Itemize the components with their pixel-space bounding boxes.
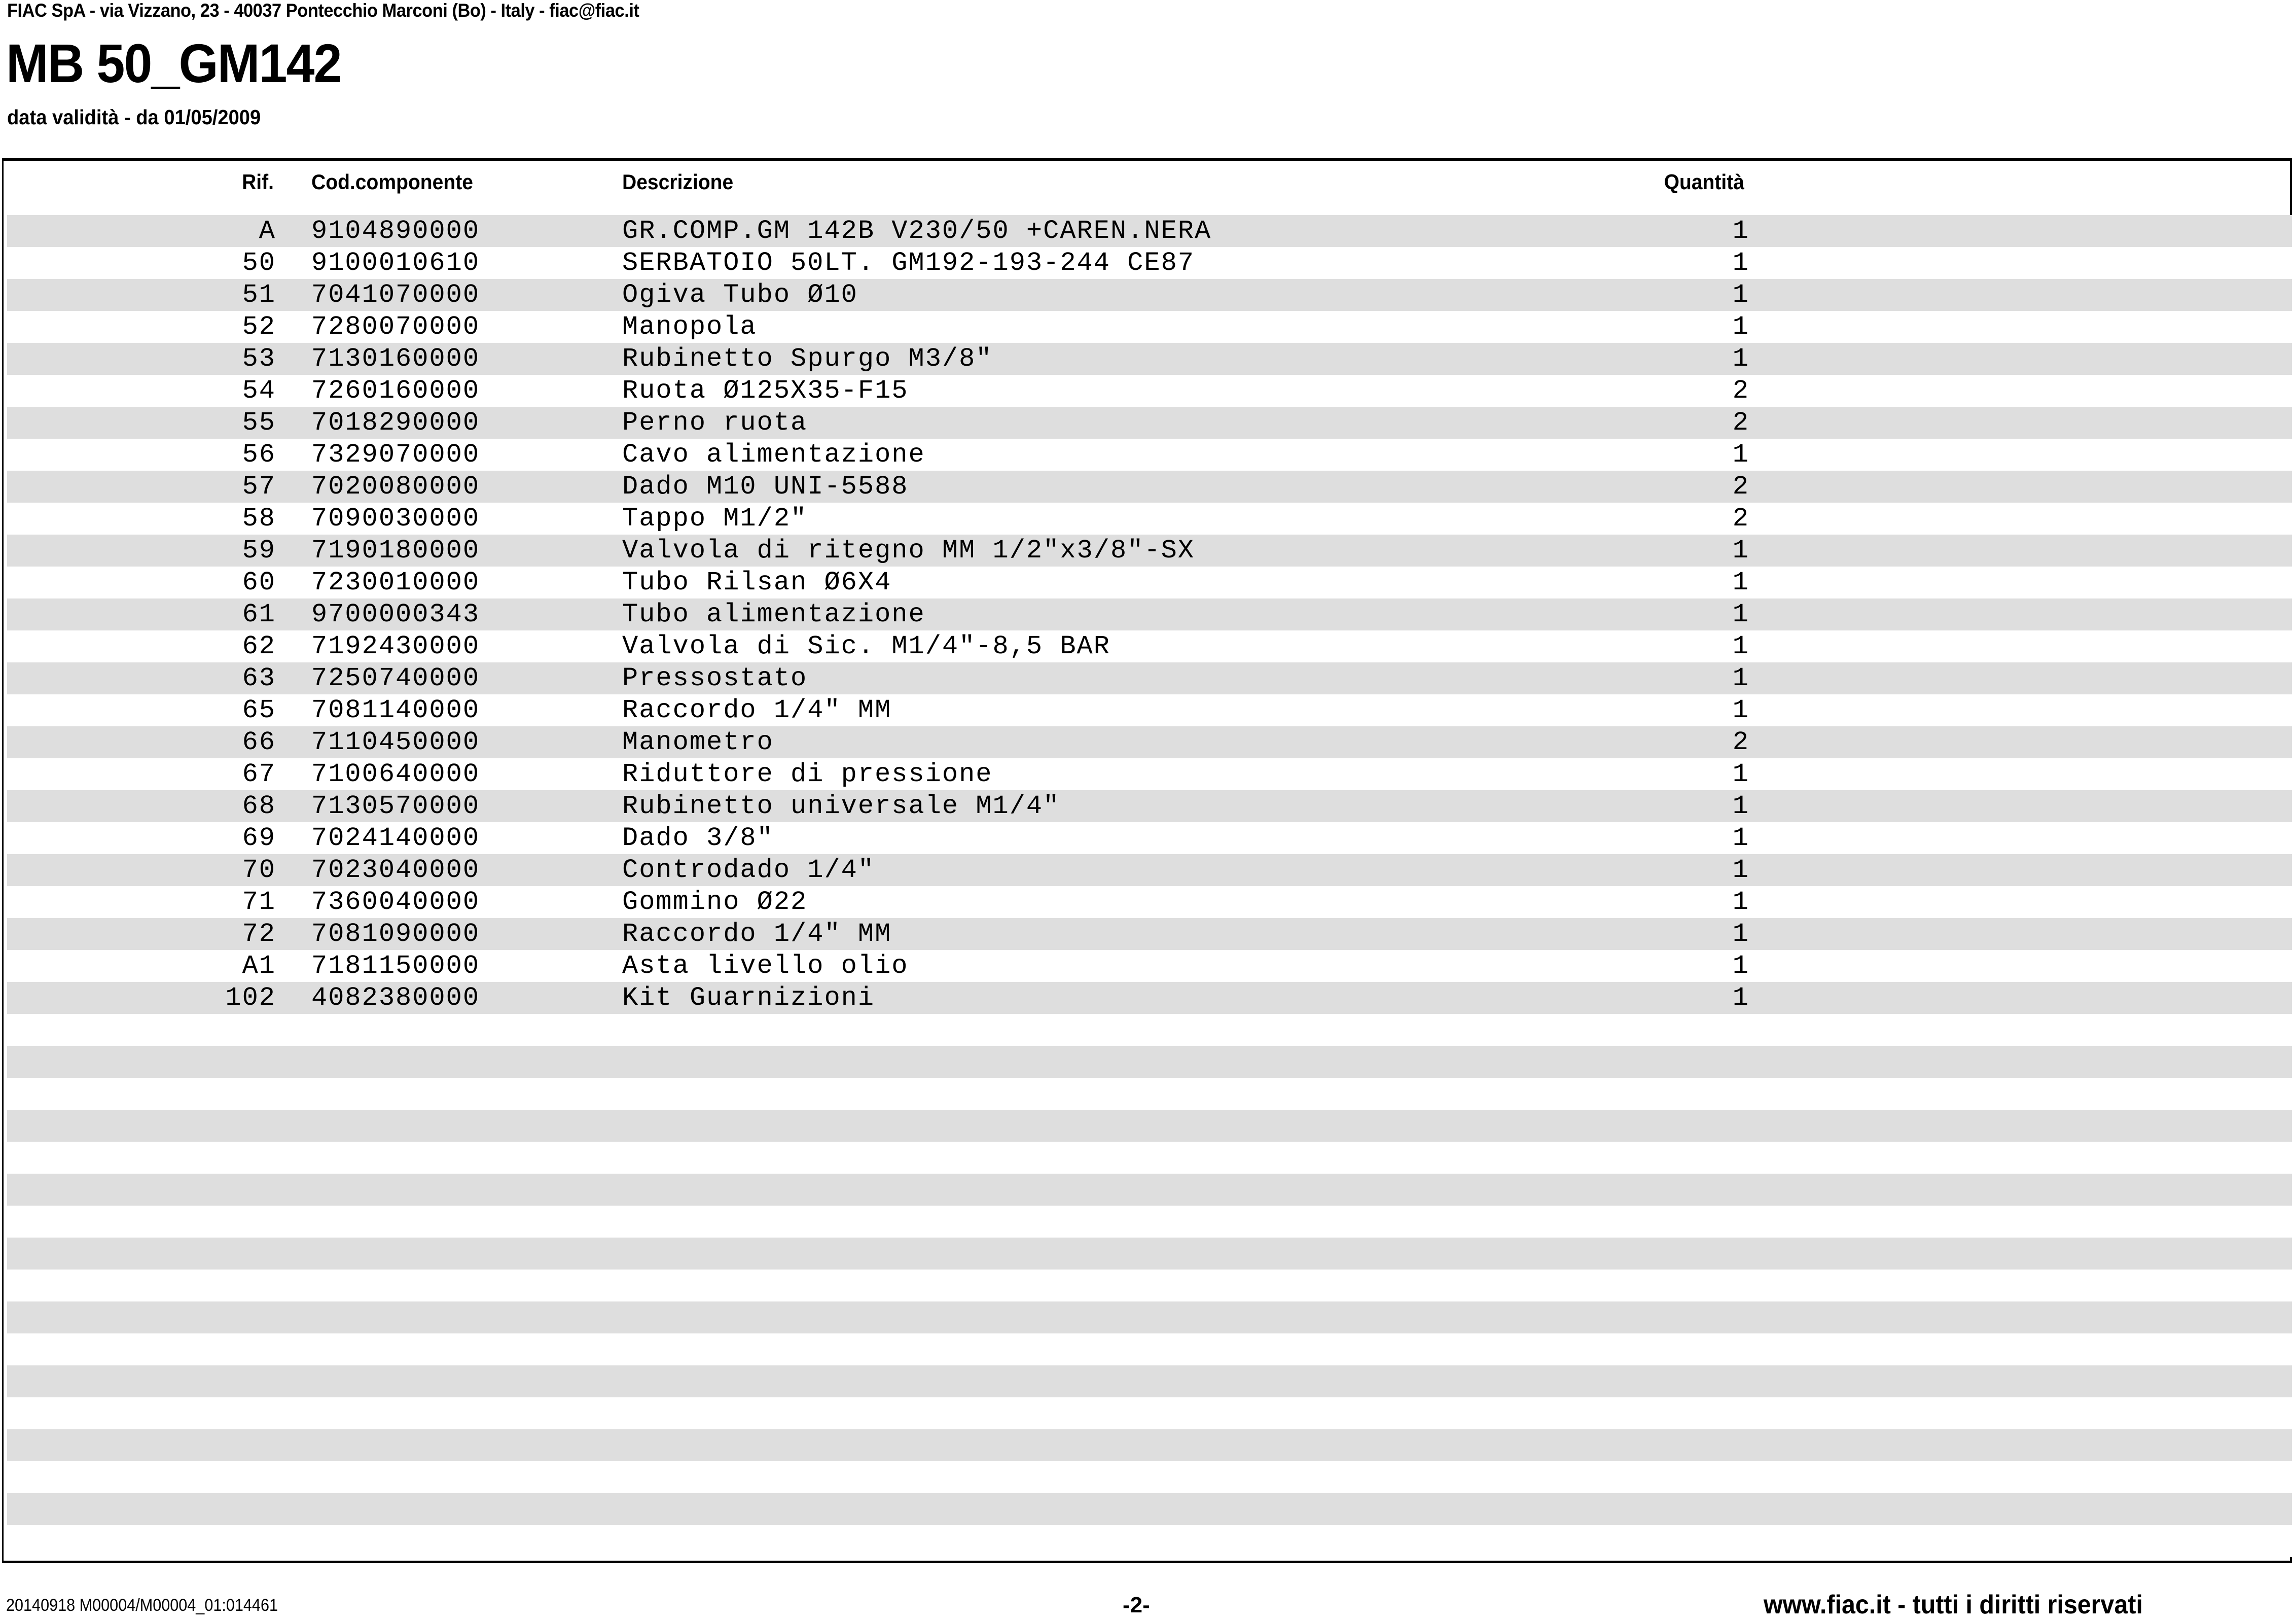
cell-cod: 7024140000: [311, 823, 480, 853]
cell-rif: 61: [242, 600, 276, 629]
cell-desc: Dado M10 UNI-5588: [622, 472, 909, 502]
column-header-desc: Descrizione: [622, 170, 734, 194]
cell-rif: 60: [242, 568, 276, 597]
cell-qty: 1: [1732, 600, 1749, 629]
table-row: [7, 630, 2292, 662]
cell-rif: 69: [242, 823, 276, 853]
empty-table-row: [7, 1461, 2292, 1493]
table-row: [7, 375, 2292, 407]
empty-table-row: [7, 1110, 2292, 1142]
column-header-rif: Rif.: [242, 170, 274, 194]
parts-table-body: [7, 215, 2292, 1557]
cell-qty: 1: [1732, 216, 1749, 246]
cell-qty: 1: [1732, 855, 1749, 885]
empty-table-row: [7, 1174, 2292, 1206]
cell-rif: 66: [242, 727, 276, 757]
cell-qty: 1: [1732, 983, 1749, 1013]
cell-desc: Riduttore di pressione: [622, 759, 993, 789]
cell-desc: Gommino Ø22: [622, 887, 808, 917]
table-row: [7, 535, 2292, 567]
cell-rif: 65: [242, 695, 276, 725]
cell-qty: 1: [1732, 919, 1749, 949]
table-row: [7, 854, 2292, 886]
cell-rif: 51: [242, 280, 276, 310]
cell-cod: 7329070000: [311, 440, 480, 470]
table-row: [7, 311, 2292, 343]
cell-rif: 50: [242, 248, 276, 278]
table-row: [7, 886, 2292, 918]
cell-qty: 1: [1732, 312, 1749, 342]
cell-desc: SERBATOIO 50LT. GM192-193-244 CE87: [622, 248, 1195, 278]
empty-table-row: [7, 1333, 2292, 1365]
empty-table-row: [7, 1014, 2292, 1046]
cell-qty: 2: [1732, 376, 1749, 406]
cell-rif: A: [259, 216, 276, 246]
cell-cod: 7260160000: [311, 376, 480, 406]
cell-rif: 55: [242, 408, 276, 438]
cell-desc: GR.COMP.GM 142B V230/50 +CAREN.NERA: [622, 216, 1212, 246]
footer-doc-code: 20140918 M00004/M00004_01:014461: [6, 1596, 278, 1615]
cell-cod: 7190180000: [311, 536, 480, 566]
cell-qty: 1: [1732, 791, 1749, 821]
cell-desc: Raccordo 1/4" MM: [622, 695, 892, 725]
cell-cod: 4082380000: [311, 983, 480, 1013]
cell-cod: 7100640000: [311, 759, 480, 789]
cell-rif: 70: [242, 855, 276, 885]
cell-desc: Raccordo 1/4" MM: [622, 919, 892, 949]
table-row: [7, 471, 2292, 503]
cell-desc: Perno ruota: [622, 408, 808, 438]
cell-desc: Tubo alimentazione: [622, 600, 925, 629]
cell-qty: 2: [1732, 472, 1749, 502]
cell-cod: 7020080000: [311, 472, 480, 502]
cell-desc: Pressostato: [622, 663, 808, 693]
empty-table-row: [7, 1046, 2292, 1078]
cell-qty: 1: [1732, 663, 1749, 693]
footer-rights-link[interactable]: www.fiac.it - tutti i diritti riservati: [1764, 1590, 2143, 1619]
cell-desc: Tappo M1/2": [622, 504, 808, 534]
cell-cod: 7081140000: [311, 695, 480, 725]
cell-desc: Manometro: [622, 727, 774, 757]
cell-cod: 7041070000: [311, 280, 480, 310]
cell-cod: 7250740000: [311, 663, 480, 693]
cell-qty: 1: [1732, 823, 1749, 853]
cell-rif: 57: [242, 472, 276, 502]
table-row: [7, 918, 2292, 950]
table-row: [7, 790, 2292, 822]
table-row: [7, 407, 2292, 439]
cell-cod: 7023040000: [311, 855, 480, 885]
cell-cod: 7130160000: [311, 344, 480, 374]
page-title: MB 50_GM142: [6, 32, 341, 94]
cell-desc: Ogiva Tubo Ø10: [622, 280, 858, 310]
cell-qty: 1: [1732, 951, 1749, 981]
cell-qty: 1: [1732, 536, 1749, 566]
empty-table-row: [7, 1397, 2292, 1429]
table-row: [7, 662, 2292, 694]
table-row: [7, 950, 2292, 982]
cell-rif: 52: [242, 312, 276, 342]
cell-rif: 72: [242, 919, 276, 949]
cell-rif: 63: [242, 663, 276, 693]
cell-cod: 9100010610: [311, 248, 480, 278]
cell-cod: 7110450000: [311, 727, 480, 757]
cell-cod: 7192430000: [311, 631, 480, 661]
table-row: [7, 567, 2292, 598]
empty-table-row: [7, 1270, 2292, 1301]
cell-qty: 1: [1732, 280, 1749, 310]
cell-desc: Cavo alimentazione: [622, 440, 925, 470]
cell-qty: 1: [1732, 759, 1749, 789]
table-row: [7, 279, 2292, 311]
cell-cod: 9700000343: [311, 600, 480, 629]
cell-cod: 9104890000: [311, 216, 480, 246]
cell-qty: 1: [1732, 631, 1749, 661]
cell-rif: 54: [242, 376, 276, 406]
cell-qty: 1: [1732, 344, 1749, 374]
table-row: [7, 822, 2292, 854]
cell-qty: 1: [1732, 887, 1749, 917]
cell-desc: Controdado 1/4": [622, 855, 875, 885]
empty-table-row: [7, 1142, 2292, 1174]
cell-rif: 59: [242, 536, 276, 566]
empty-table-row: [7, 1493, 2292, 1525]
cell-rif: 56: [242, 440, 276, 470]
cell-desc: Rubinetto universale M1/4": [622, 791, 1060, 821]
cell-rif: A1: [242, 951, 276, 981]
cell-qty: 1: [1732, 695, 1749, 725]
cell-qty: 2: [1732, 504, 1749, 534]
cell-rif: 62: [242, 631, 276, 661]
cell-cod: 7360040000: [311, 887, 480, 917]
cell-rif: 68: [242, 791, 276, 821]
empty-table-row: [7, 1206, 2292, 1238]
table-row: [7, 726, 2292, 758]
cell-desc: Asta livello olio: [622, 951, 909, 981]
cell-rif: 67: [242, 759, 276, 789]
cell-cod: 7090030000: [311, 504, 480, 534]
cell-desc: Rubinetto Spurgo M3/8": [622, 344, 993, 374]
cell-desc: Manopola: [622, 312, 757, 342]
table-row: [7, 439, 2292, 471]
cell-desc: Tubo Rilsan Ø6X4: [622, 568, 892, 597]
cell-cod: 7130570000: [311, 791, 480, 821]
cell-rif: 102: [225, 983, 276, 1013]
column-header-qty: Quantità: [1664, 170, 1744, 194]
validity-date: data validità - da 01/05/2009: [7, 105, 261, 129]
company-address-line: FIAC SpA - via Vizzano, 23 - 40037 Pontecchio Marconi (Bo) - Italy - fiac@fiac.it: [7, 0, 639, 21]
cell-qty: 2: [1732, 408, 1749, 438]
table-row: [7, 247, 2292, 279]
table-row: [7, 343, 2292, 375]
cell-cod: 7181150000: [311, 951, 480, 981]
footer-page-number: -2-: [1123, 1593, 1150, 1617]
cell-qty: 2: [1732, 727, 1749, 757]
cell-rif: 58: [242, 504, 276, 534]
cell-rif: 53: [242, 344, 276, 374]
cell-desc: Valvola di ritegno MM 1/2"x3/8"-SX: [622, 536, 1195, 566]
table-row: [7, 758, 2292, 790]
cell-cod: 7280070000: [311, 312, 480, 342]
empty-table-row: [7, 1078, 2292, 1110]
cell-qty: 1: [1732, 440, 1749, 470]
empty-table-row: [7, 1238, 2292, 1270]
table-row: [7, 694, 2292, 726]
cell-qty: 1: [1732, 568, 1749, 597]
table-row: [7, 982, 2292, 1014]
table-row: [7, 215, 2292, 247]
cell-cod: 7081090000: [311, 919, 480, 949]
empty-table-row: [7, 1365, 2292, 1397]
cell-rif: 71: [242, 887, 276, 917]
cell-cod: 7230010000: [311, 568, 480, 597]
empty-table-row: [7, 1301, 2292, 1333]
cell-desc: Dado 3/8": [622, 823, 774, 853]
empty-table-row: [7, 1429, 2292, 1461]
cell-qty: 1: [1732, 248, 1749, 278]
column-header-cod: Cod.componente: [311, 170, 473, 194]
table-row: [7, 598, 2292, 630]
cell-desc: Kit Guarnizioni: [622, 983, 875, 1013]
empty-table-row: [7, 1525, 2292, 1557]
cell-desc: Ruota Ø125X35-F15: [622, 376, 909, 406]
cell-cod: 7018290000: [311, 408, 480, 438]
cell-desc: Valvola di Sic. M1/4"-8,5 BAR: [622, 631, 1110, 661]
table-row: [7, 503, 2292, 535]
